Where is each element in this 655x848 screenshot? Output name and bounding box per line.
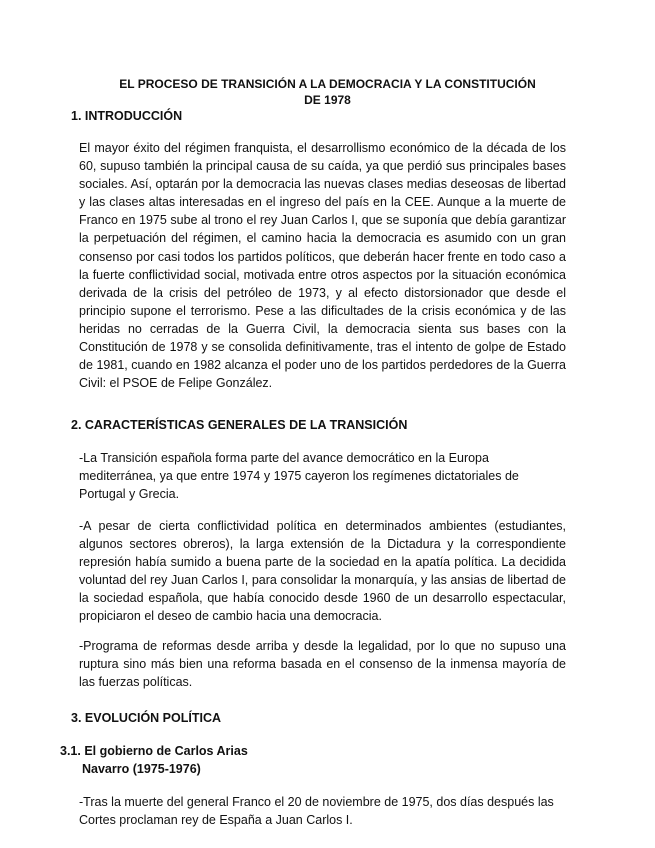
paragraph-caracteristicas-3: -Programa de reformas desde arriba y desde la legalidad, por lo que no supuso una ruptura sino más bien una reforma basada en el consenso de la inmensa mayoría de las fuerzas políticas. — [79, 639, 566, 690]
title-line-1: EL PROCESO DE TRANSICIÓN A LA DEMOCRACIA Y LA CONSTITUCIÓN — [119, 77, 536, 91]
subheading-gobierno-arias — [60, 742, 248, 778]
heading-caracteristicas: 2. CARACTERÍSTICAS GENERALES DE LA TRANSICIÓN — [71, 418, 408, 432]
paragraph-evolucion-1: -Tras la muerte del general Franco el 20 de noviembre de 1975, dos días después las Cortes proclaman rey de España a Juan Carlos I. — [79, 795, 554, 828]
subheading-line-1: 3.1. El gobierno de Carlos Arias — [60, 744, 248, 758]
paragraph-caracteristicas-2: -A pesar de cierta conflictividad política en determinados ambientes (estudiantes, algunos sectores obreros), la larga extensión de la Dictadura y la correspondiente represión había sumido a buena parte de la sociedad en la apatía política. La decidida voluntad del rey Juan Carlos I, para consolidar la monarquía, y las ansias de libertad de la sociedad española, que había conocido desde 1960 de un desarrollo espectacular, propiciaron el deseo de cambio hacia una democracia. — [79, 519, 566, 624]
document-title — [80, 76, 575, 108]
title-line-2: DE 1978 — [304, 93, 351, 107]
paragraph-caracteristicas-1: -La Transición española forma parte del avance democrático en la Europa mediterránea, ya que entre 1974 y 1975 cayeron los regímenes dictatoriales de Portugal y Grecia. — [79, 451, 519, 502]
paragraph-introduccion: El mayor éxito del régimen franquista, el desarrollismo económico de la década de los 60, supuso también la principal causa de su caída, ya que perdió sus principales bases sociales. Así, optarán por la democracia las nuevas clases medias deseosas de libertad y las clases altas interesadas en el ingreso del país en la CEE. Aunque a la muerte de Franco en 1975 sube al trono el rey Juan Carlos I, que se suponía que debía garantizar la perpetuación del régimen, el camino hacia la democracia es asumido con un gran consenso por casi todos los partidos políticos, que deberán hacer frente en todo caso a la fuerte conflictividad social, motivada entre otros aspectos por la situación económica derivada de la crisis del petróleo de 1973, y al efecto distorsionador que desde el principio supone el terrorismo. Pese a las dificultades de la crisis económica y de las heridas no cerradas de la Guerra Civil, la democracia sienta sus bases con la Constitución de 1978 y se consolida definitivamente, tras el intento de golpe de Estado de 1981, cuando en 1982 alcanza el poder uno de los partidos perdedores de la Guerra Civil: el PSOE de Felipe González. — [79, 141, 566, 391]
heading-introduccion: 1. INTRODUCCIÓN — [71, 109, 183, 123]
heading-evolucion: 3. EVOLUCIÓN POLÍTICA — [71, 711, 222, 725]
subheading-line-2: Navarro (1975-1976) — [82, 762, 201, 776]
